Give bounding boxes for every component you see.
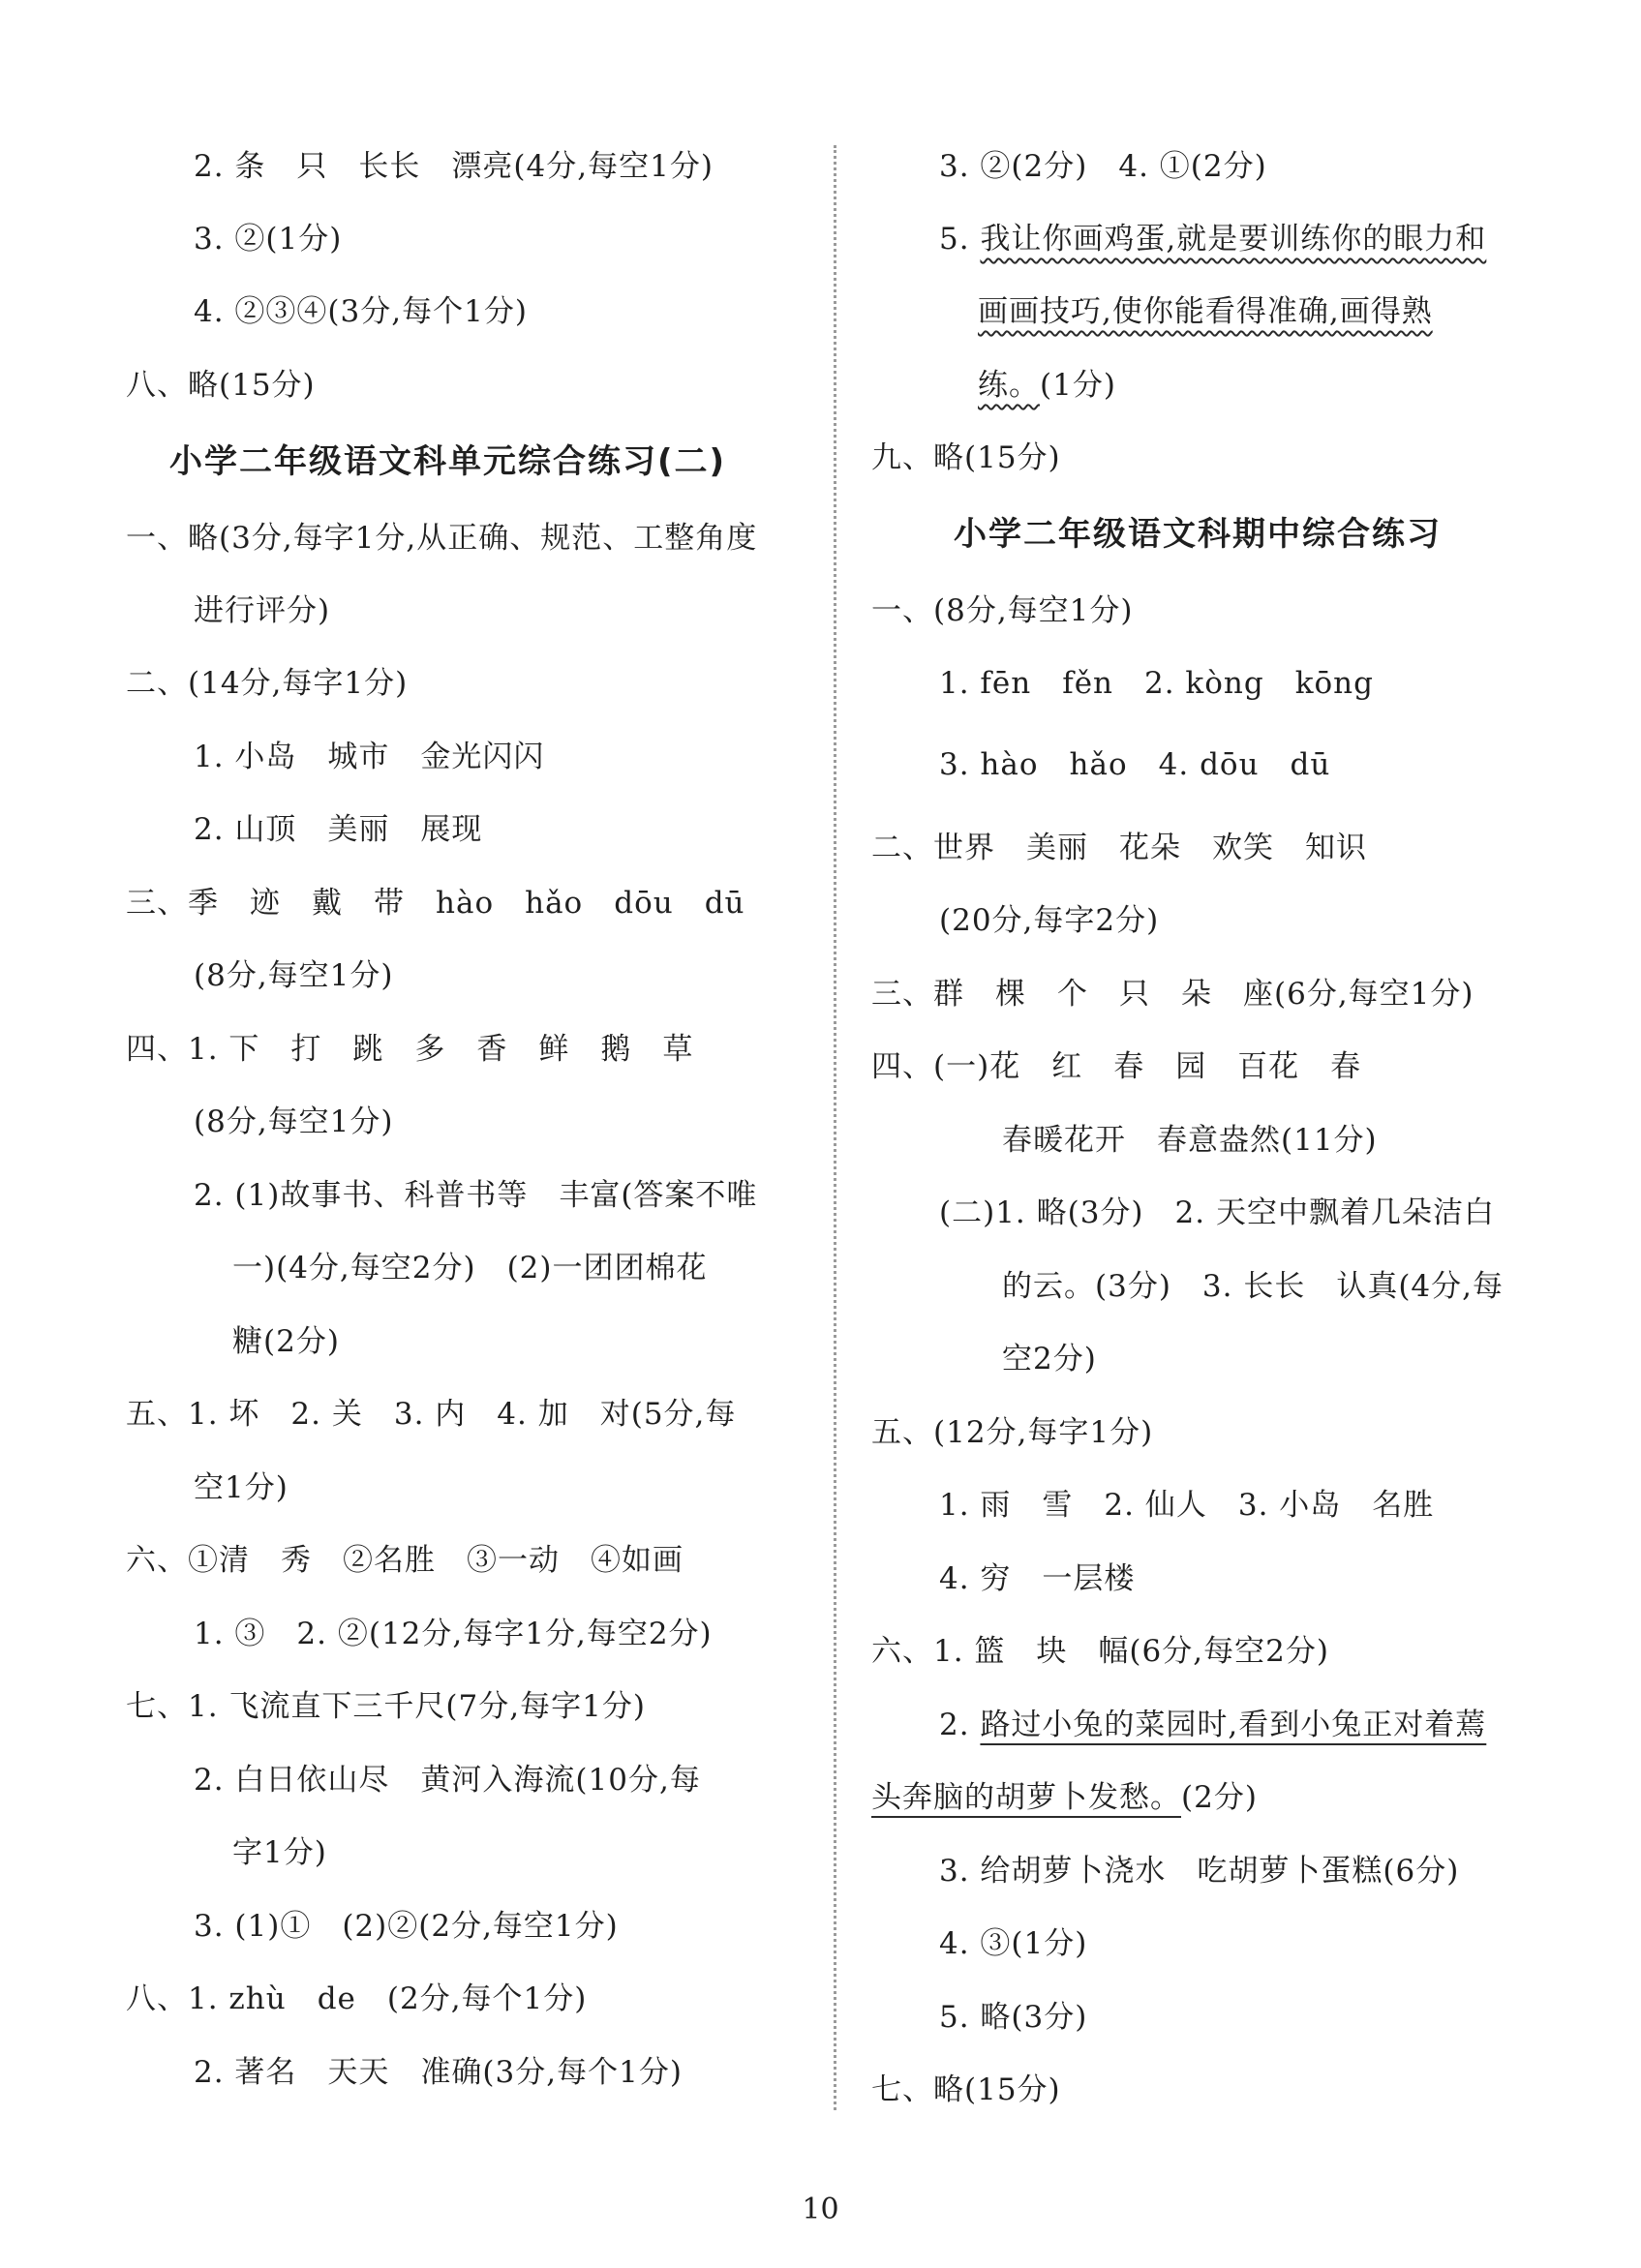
answer-text: 3. 给胡萝卜浇水 吃胡萝卜蛋糕(6分) (939, 1854, 1460, 1889)
answer-text: 一、(8分,每空1分) (871, 593, 1134, 628)
answer-line (939, 147, 1267, 186)
answer-line (194, 220, 342, 258)
answer-text: 字1分) (232, 1835, 327, 1870)
answer-line (194, 147, 714, 186)
answer-text: 3. ②(1分) (194, 222, 343, 257)
answer-line (194, 738, 544, 776)
answer-line (939, 220, 1486, 258)
answer-line (194, 1907, 619, 1946)
answer-text: 四、1. 下 打 跳 多 香 鲜 鹅 草 (126, 1032, 694, 1067)
answer-text: 的云。(3分) 3. 长长 认真(4分,每 (1002, 1269, 1504, 1304)
answer-text: 八、1. zhù de (2分,每个1分) (126, 1981, 588, 2016)
answer-line (871, 1778, 1258, 1817)
column-divider (834, 145, 836, 2110)
answer-text: 六、1. 篮 块 幅(6分,每空2分) (871, 1634, 1329, 1669)
answer-text: 七、1. 飞流直下三千尺(7分,每字1分) (126, 1689, 646, 1724)
answer-text: 三、群 棵 个 只 朵 座(6分,每空1分) (871, 977, 1474, 1012)
answer-text: 3. (1)① (2)②(2分,每空1分) (194, 1909, 619, 1944)
answer-text: (二)1. 略(3分) 2. 天空中飘着几朵洁白 (939, 1195, 1495, 1230)
answer-text: 2. 条 只 长长 漂亮(4分,每空1分) (194, 149, 714, 184)
answer-line (194, 1176, 757, 1215)
wavy-underlined-text: 练。 (978, 368, 1040, 403)
answer-line (978, 292, 1433, 331)
answer-line (194, 591, 330, 630)
answer-text: 糖(2分) (232, 1324, 340, 1359)
answer-text: 3. ②(2分) 4. ①(2分) (939, 149, 1267, 184)
answer-line (871, 975, 1474, 1013)
answer-text: 4. ②③④(3分,每个1分) (194, 294, 528, 329)
answer-line (194, 956, 394, 995)
answer-line (194, 1103, 394, 1141)
answer-text: 六、①清 秀 ②名胜 ③一动 ④如画 (126, 1543, 684, 1578)
answer-line (126, 884, 745, 922)
answer-text: 二、(14分,每字1分) (126, 666, 409, 701)
answer-line (126, 664, 408, 703)
answer-line (939, 1194, 1495, 1232)
answer-line (194, 1761, 701, 1799)
answer-line (126, 366, 316, 405)
answer-text: (8分,每空1分) (194, 958, 394, 993)
answer-text: 二、世界 美丽 花朵 欢笑 知识 (871, 831, 1367, 865)
answer-text: 三、季 迹 戴 带 hào hǎo dōu dū (126, 886, 745, 921)
answer-line (939, 1852, 1459, 1890)
answer-line (194, 810, 482, 849)
underlined-text: 路过小兔的菜园时,看到小兔正对着蔫 (980, 1708, 1487, 1742)
answer-line (871, 1047, 1361, 1086)
answer-text: 1. ③ 2. ②(12分,每字1分,每空2分) (194, 1617, 713, 1651)
answer-text: 2. 著名 天天 准确(3分,每个1分) (194, 2055, 683, 2090)
answer-line (232, 1249, 708, 1287)
answer-text: 八、略(15分) (126, 368, 316, 403)
answer-text: 一、略(3分,每字1分,从正确、规范、工整角度 (126, 521, 758, 556)
answer-line (194, 292, 528, 331)
answer-line (1002, 1340, 1097, 1378)
answer-text: (1分) (1040, 368, 1116, 403)
answer-text: 5. (939, 222, 981, 257)
answer-text: 2. (1)故事书、科普书等 丰富(答案不唯 (194, 1178, 758, 1213)
answer-line (194, 1468, 289, 1507)
answer-line (194, 2053, 683, 2092)
answer-line (939, 1706, 1486, 1744)
answer-line (871, 829, 1367, 867)
answer-line (939, 901, 1159, 940)
answer-line (126, 1687, 646, 1726)
answer-text: 1. 小岛 城市 金光闪闪 (194, 740, 545, 774)
answer-line (126, 1980, 587, 2018)
answer-text: 1. fēn fěn 2. kòng kōng (939, 666, 1374, 701)
answer-text: 九、略(15分) (871, 440, 1061, 475)
answer-text: 五、1. 坏 2. 关 3. 内 4. 加 对(5分,每 (126, 1397, 737, 1432)
answer-text: 4. 穷 一层楼 (939, 1561, 1136, 1596)
answer-line (939, 745, 1330, 784)
answer-text: 5. 略(3分) (939, 2000, 1088, 2035)
answer-text: 进行评分) (194, 593, 331, 628)
answer-text: 2. (939, 1708, 981, 1742)
answer-line (939, 1924, 1087, 1963)
section-title-unit-practice-2: 小学二年级语文科单元综合练习(二) (169, 442, 727, 481)
answer-text: (8分,每空1分) (194, 1104, 394, 1139)
answer-line (1002, 1121, 1378, 1160)
answer-line (126, 1395, 736, 1434)
page-number: 10 (802, 2192, 839, 2226)
wavy-underlined-text: 我让你画鸡蛋,就是要训练你的眼力和 (980, 222, 1487, 257)
answer-line (871, 2071, 1061, 2109)
section-title-midterm-practice: 小学二年级语文科期中综合练习 (954, 515, 1442, 554)
answer-text: 4. ③(1分) (939, 1926, 1088, 1961)
answer-line (232, 1833, 327, 1872)
answer-text: 四、(一)花 红 春 园 百花 春 (871, 1049, 1362, 1084)
answer-line (939, 664, 1374, 703)
answer-line (939, 1559, 1135, 1598)
answer-text: 空1分) (194, 1470, 289, 1505)
answer-line (871, 591, 1134, 630)
answer-text: 1. 雨 雪 2. 仙人 3. 小岛 名胜 (939, 1488, 1435, 1523)
answer-text: (2分) (1181, 1780, 1258, 1815)
answer-line (871, 1632, 1329, 1671)
answer-line (126, 519, 757, 558)
answer-text: 七、略(15分) (871, 2072, 1061, 2107)
answer-text: 3. hào hǎo 4. dōu dū (939, 747, 1331, 782)
answer-line (939, 1998, 1087, 2037)
answer-text: 2. 白日依山尽 黄河入海流(10分,每 (194, 1763, 701, 1798)
answer-line (194, 1615, 713, 1653)
answer-text: (20分,每字2分) (939, 903, 1160, 938)
answer-line (126, 1541, 684, 1580)
answer-line (939, 1486, 1434, 1525)
answer-text: 一)(4分,每空2分) (2)一团团棉花 (232, 1251, 708, 1285)
answer-text: 五、(12分,每字1分) (871, 1415, 1154, 1450)
wavy-underlined-text: 画画技巧,使你能看得准确,画得熟 (978, 294, 1433, 329)
answer-text: 空2分) (1002, 1342, 1097, 1376)
answer-line (871, 1413, 1153, 1452)
answer-text: 2. 山顶 美丽 展现 (194, 812, 483, 847)
answer-text: 春暖花开 春意盎然(11分) (1002, 1123, 1378, 1158)
answer-line (1002, 1267, 1504, 1306)
answer-line (126, 1030, 693, 1069)
underlined-text: 头奔脑的胡萝卜发愁。 (871, 1780, 1181, 1815)
answer-line (232, 1322, 340, 1361)
answer-line (978, 366, 1116, 405)
answer-line (871, 438, 1061, 477)
